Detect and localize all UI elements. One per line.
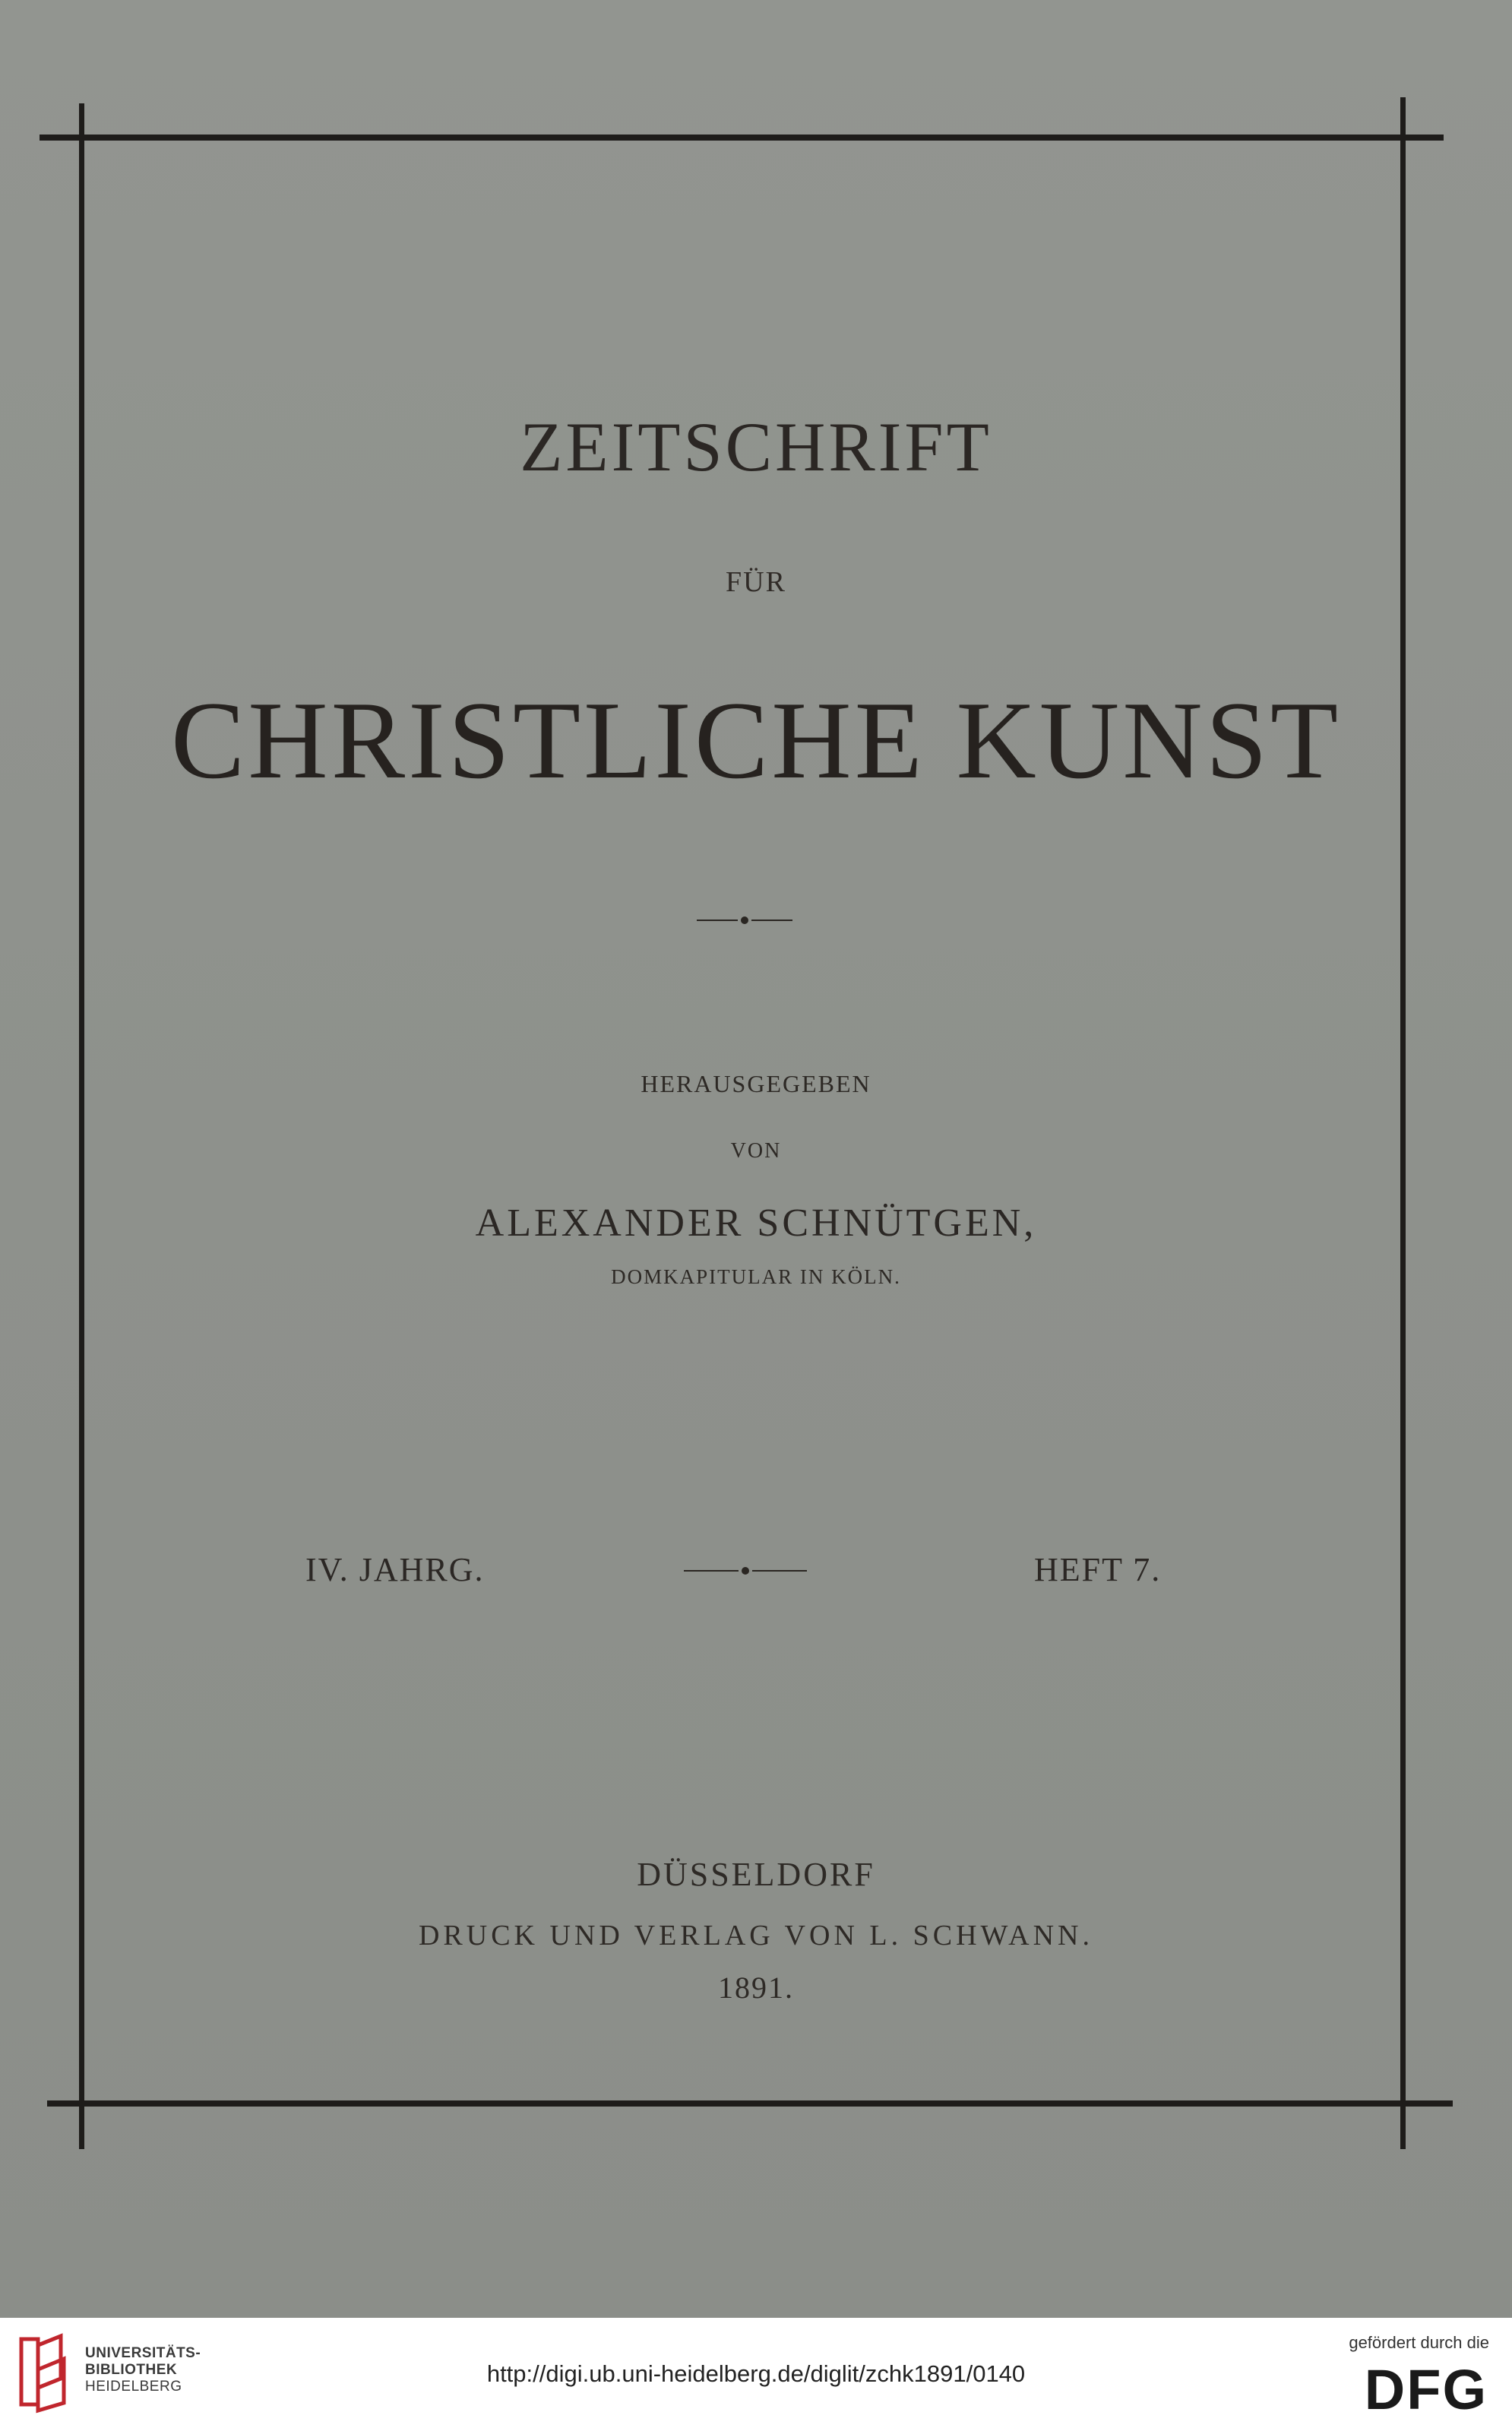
permalink-url[interactable]: http://digi.ub.uni-heidelberg.de/diglit/zchk1891/0140 <box>486 2360 1026 2387</box>
funding-caption: gefördert durch die <box>1349 2333 1489 2352</box>
dfg-logo-icon[interactable]: DFG <box>1364 2358 1488 2421</box>
editor-role: DOMKAPITULAR IN KÖLN. <box>611 1265 901 1288</box>
viewer-footer <box>0 2318 1512 2428</box>
publisher-line: DRUCK UND VERLAG VON L. SCHWANN. <box>418 1920 1093 1952</box>
ornament-divider-icon <box>682 1563 808 1578</box>
library-name-line2: BIBLIOTHEK <box>85 2362 178 2378</box>
publication-place: DÜSSELDORF <box>637 1856 875 1893</box>
border-rule-top <box>40 135 1444 141</box>
journal-title-connector: FÜR <box>726 566 786 598</box>
issue-label: HEFT 7. <box>1034 1551 1162 1588</box>
journal-title-line1: ZEITSCHRIFT <box>520 408 992 486</box>
edited-label: HERAUSGEGEBEN <box>641 1070 871 1097</box>
library-name-line1: UNIVERSITÄTS- <box>85 2345 201 2361</box>
library-name-line3: HEIDELBERG <box>85 2379 182 2395</box>
border-rule-right <box>1400 97 1406 2149</box>
by-label: VON <box>730 1139 782 1163</box>
border-rule-bottom <box>47 2100 1453 2107</box>
journal-title-line2: CHRISTLICHE KUNST <box>170 679 1342 802</box>
publication-year: 1891. <box>718 1971 794 2005</box>
editor-name: ALEXANDER SCHNÜTGEN, <box>475 1201 1037 1245</box>
volume-label: IV. JAHRG. <box>305 1551 485 1588</box>
ornament-divider-icon <box>695 913 794 928</box>
